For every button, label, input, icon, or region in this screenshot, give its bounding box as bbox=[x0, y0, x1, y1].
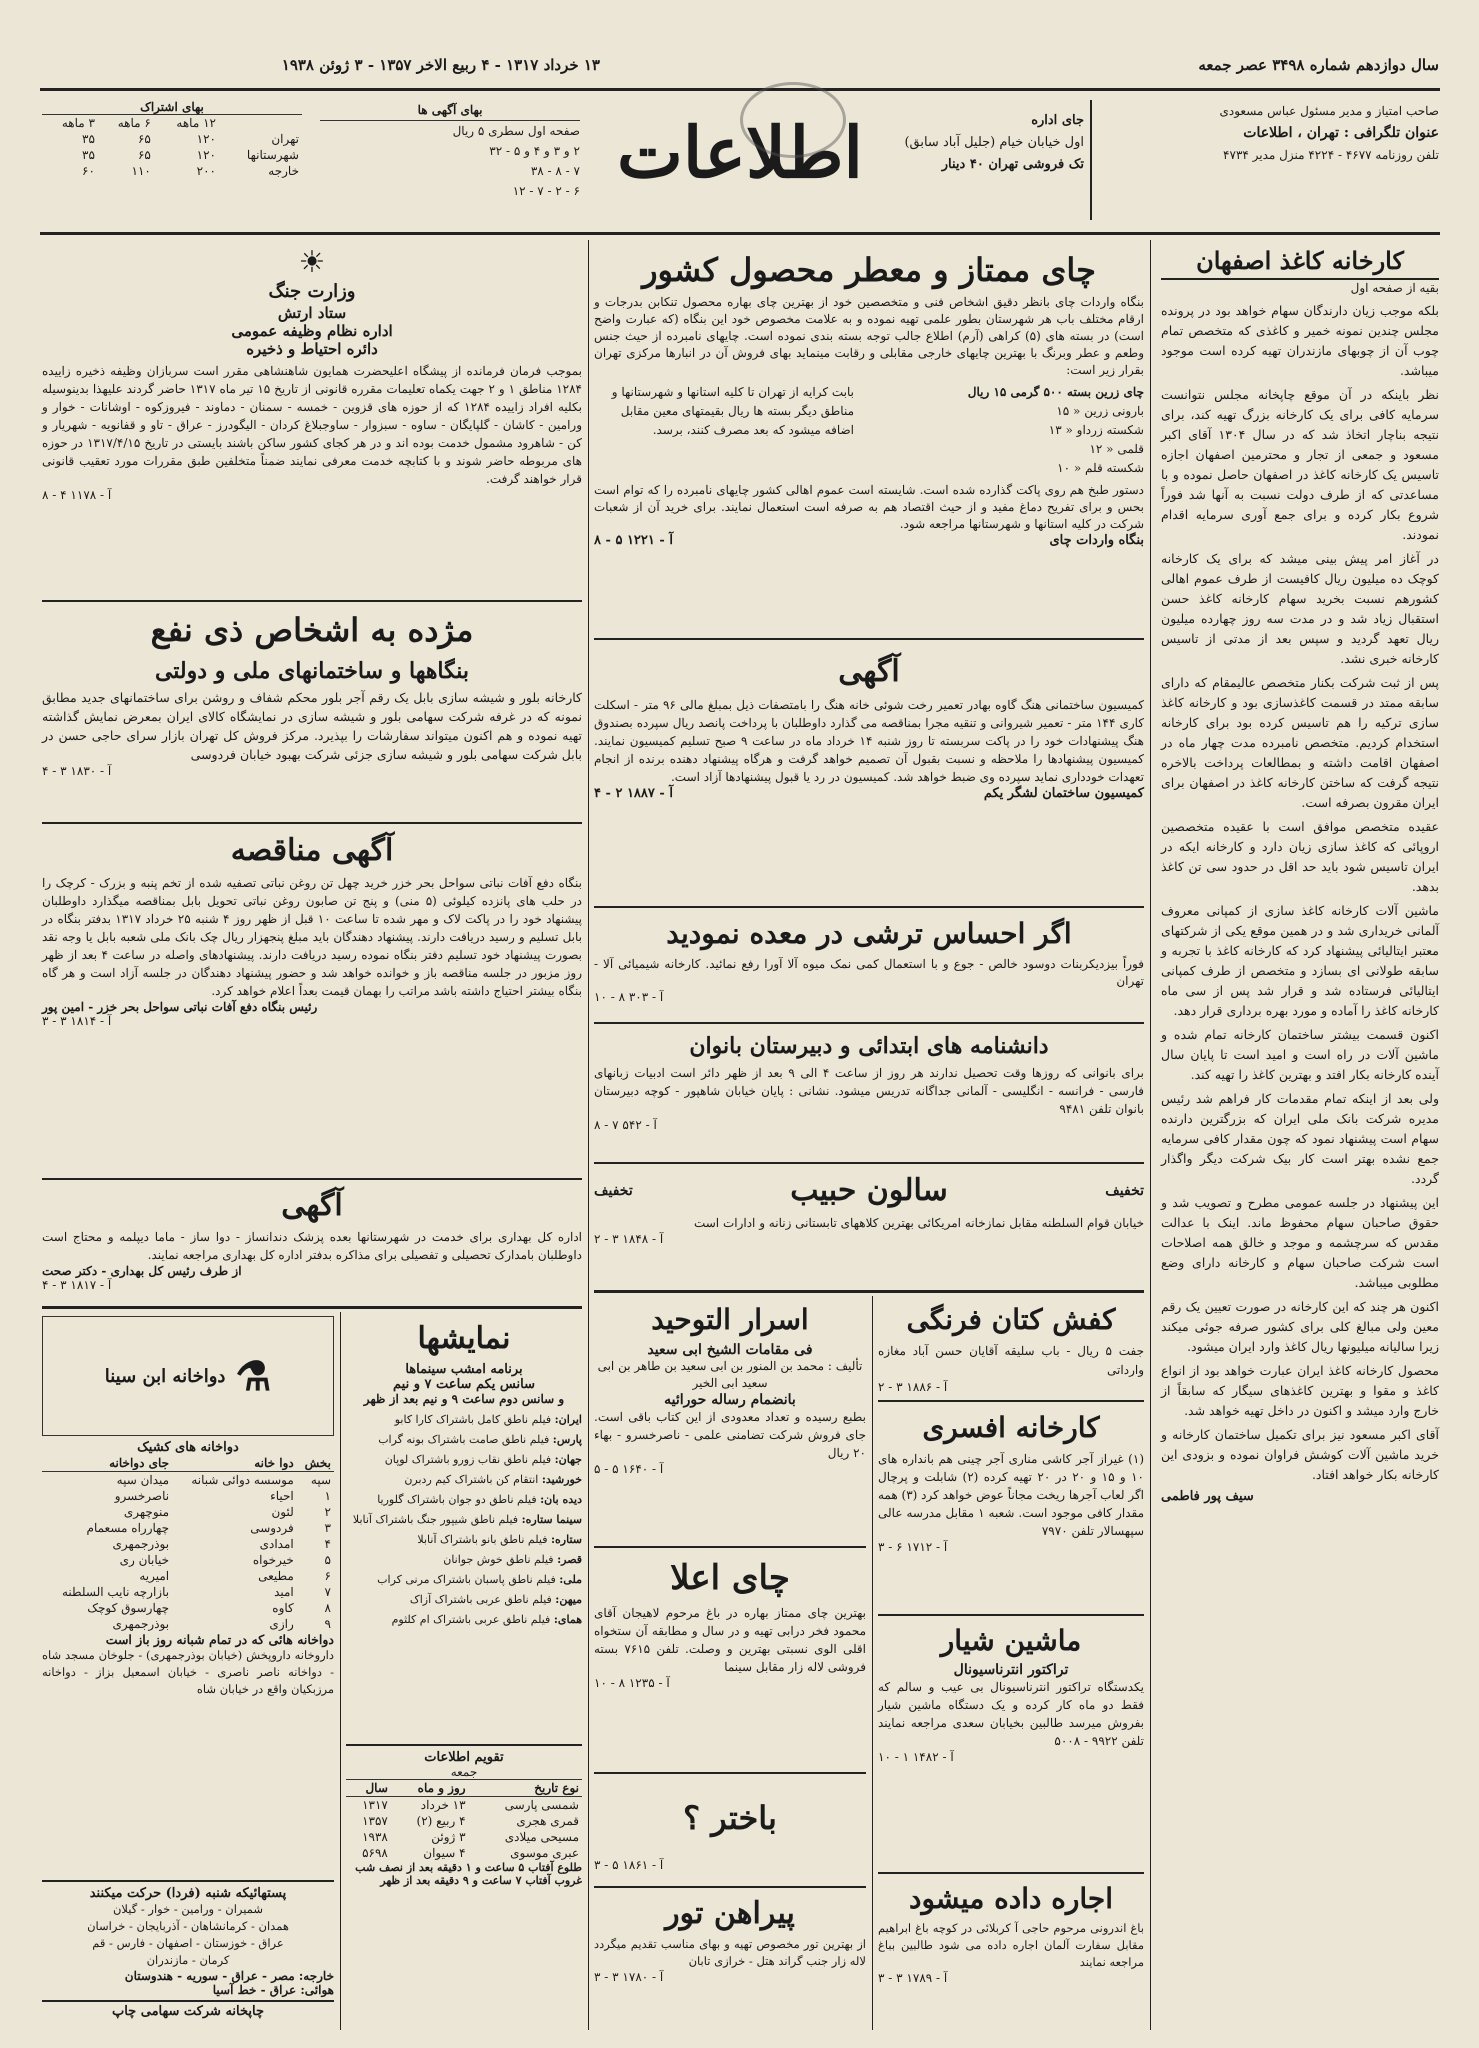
cinema-item bbox=[346, 1510, 582, 1530]
salon-ad-body: خیابان قوام السلطنه مقابل نمازخانه امریکائی بهترین کلاههای تابستانی زنانه و ادارات است bbox=[693, 1216, 1144, 1230]
paragraph: اکنون قسمت بیشتر ساختمان کارخانه تمام شده و ماشین آلات در راه است و امید است تا پایان سال آینده کارخانه بکار افتد و بهترین کاغذ را تهیه کند. bbox=[1161, 1027, 1439, 1082]
health-ad-ref: آ - ۱۸۱۷ ۳ - ۴ bbox=[42, 1278, 112, 1292]
cinema-name: دیده بان: bbox=[540, 1493, 582, 1506]
postal-line: همدان - کرمانشاهان - آذربایجان - خراسان bbox=[87, 1919, 289, 1933]
calendar-cell: شمسی پارسی bbox=[504, 1798, 579, 1812]
salon-ad-title: سالون حبیب bbox=[790, 1173, 948, 1208]
rule bbox=[42, 1306, 582, 1309]
machine-ad-sub: تراکتور انترناسیونال bbox=[953, 1662, 1069, 1678]
book-ad-ref: آ - ۱۶۴۰ ۵ - ۵ bbox=[594, 1462, 664, 1476]
rule bbox=[42, 2000, 334, 2002]
shirt-ad-body: از بهترین تور مخصوص تهیه و بهای مناسب تقدیم میگردد لاله زار جنب گراند هتل - خرازی تابان bbox=[594, 1937, 866, 1968]
subs-cell: شهرستانها bbox=[246, 148, 299, 162]
tea-price-row: قلمی « ۱۲ bbox=[1089, 442, 1144, 456]
pharmacy-cell: فردوسی bbox=[250, 1521, 294, 1535]
rule bbox=[42, 600, 582, 602]
school-ad-title: دانشنامه های ابتدائی و دبیرستان بانوان bbox=[689, 1033, 1049, 1059]
pharmacy-cell: امدادی bbox=[259, 1537, 294, 1551]
pharmacy-cell: ۲ bbox=[324, 1505, 331, 1519]
tea-price-notes: بابت کرایه از تهران تا کلیه استانها و شهرستانها و مناطق دیگر بسته ها ریال بقیمتهای معین مقابل اضافه میشود که بعد مصرف کنند، برسد. bbox=[611, 385, 854, 437]
acidity-ad bbox=[594, 912, 1144, 1004]
machine-ad bbox=[878, 1620, 1144, 1764]
lion-sun-emblem-icon: ☀ bbox=[298, 245, 326, 280]
paragraph: در آغاز امر پیش بینی میشد که برای یک کارخانه کوچک ده میلیون ریال کافیست از طرف عموم اهالی کشورهم نسبت بخرید سهام کارخانه کاغذ حسن استقبال زیاد شد و در مدت سه روز چهارده میلیون ریال تعهد گردید و سپس بعد از مدتی از تاسیس کارخانه خبری نشد. bbox=[1161, 551, 1439, 666]
cinema-item bbox=[346, 1470, 582, 1490]
masthead-divider bbox=[1090, 100, 1092, 220]
masthead-rule-top bbox=[40, 88, 1440, 91]
cinema-name: ملی: bbox=[559, 1573, 582, 1586]
notice-sub2: اداره نظام وظیفه عمومی bbox=[231, 322, 393, 340]
pharmacy-cell: کاوه bbox=[272, 1601, 294, 1615]
subscription-title: بهای اشتراک bbox=[42, 100, 302, 115]
paragraph: بلکه موجب زیان دارندگان سهام خواهد بود در پرونده مجلس چندین نمونه خمیر و کاغذی که متخصص تمام چوب آن از چوبهای مازندران تهیه کرده است موجود میباشد. bbox=[1161, 303, 1439, 378]
subs-cell: ۶۰ bbox=[82, 164, 95, 178]
shirt-ad-title: پیراهن تور bbox=[665, 1896, 795, 1931]
school-ad-ref: آ - ۵۴۲ ۷ - ۸ bbox=[594, 1118, 657, 1132]
pharmacy-cell: چهارسوق کوچک bbox=[87, 1601, 170, 1615]
subs-header: ۶ ماهه bbox=[117, 116, 151, 130]
notice-body: بموجب فرمان فرمانده از پیشگاه اعلیحضرت همایون شاهنشاهی مقرر است سربازان وظیفه ذخیره زاییده ۱۲۸۴ مناطق ۱ و ۲ جهت یکماه تعلیمات مقرره قانونی از تاریخ ۱۵ تیر ماه ۱۳۱۷ حاضر گردند علیهذا بدینوسیله بکلیه افراد زاییده ۱۲۸۴ که از حوزه های قزوین - خمسه - سمنان - دماوند - فیروزکوه - اوشانات - خوار و ورامین - کاشان - گلپایگان - ساوه - سبزوار - ساوجبلاغ کردان - الیگودرز - عراق - تاو و قفانویه - شهریار و کن - شاهرود مشمول خدمت بوده اند و در هر کجای کشور ساکن باشند بایستی در تاریخ ۱۳۱۷/۴/۱۵ در حوزه های مربوطه حاضر شوند و با کتابچه خدمت معرفی نمایند ضمناً متخلفین طبق مقررات مورد تعقیب قانونی قرار خواهند گرفت. bbox=[42, 364, 583, 486]
subs-header: ۳ ماهه bbox=[61, 116, 95, 130]
salon-ad-head bbox=[594, 1168, 1144, 1214]
calendar-cell: عبری موسوی bbox=[510, 1846, 579, 1860]
rule bbox=[594, 1290, 1144, 1293]
book-ad-author: تألیف : محمد بن المنور بن ابی سعید بن طاهر بن ابی سعید ابی الخیر bbox=[597, 1359, 863, 1390]
rule bbox=[594, 638, 1144, 640]
shirt-ad-ref: آ - ۱۷۸۰ ۳ - ۳ bbox=[594, 1970, 664, 1984]
phone-line: تلفن روزنامه ۴۶۷۷ - ۴۲۲۴ منزل مدیر ۴۷۳۴ bbox=[1223, 148, 1439, 162]
cinema-name: پارس: bbox=[552, 1433, 582, 1446]
calendar-cell: ۱۳۵۷ bbox=[362, 1814, 388, 1828]
pharmacist-icon: ⚗ bbox=[235, 1352, 272, 1400]
paragraph: این پیشنهاد در جلسه عمومی مطرح و تصویب شد و حقوق صاحبان سهام محفوظ ماند. اینک با عدالت مقدس که سرچشمه و موجد و خالق همه اصلاحات است شرکت صاحبان سهام و کارخانه دارای وضع مطلوبی میباشد. bbox=[1161, 1195, 1439, 1290]
construction-ad-sign: کمیسیون ساختمان لشگر یکم bbox=[983, 786, 1144, 801]
ad-rate-row: ۷ - ۸ - ۳۸ bbox=[530, 164, 580, 178]
notice-sub1: ستاد ارتش bbox=[277, 304, 347, 322]
ad-rates-box bbox=[320, 100, 580, 201]
pharmacy-cell: ۷ bbox=[324, 1585, 331, 1599]
pharmacy-cell: بوذرجمهری bbox=[112, 1617, 170, 1631]
subs-cell: ۳۵ bbox=[82, 148, 95, 162]
pharmacy-title: دواخانه های کشیک bbox=[137, 1440, 239, 1455]
cinema-film: فیلم ناطق شیپور جنگ باشتراک آنابلا bbox=[352, 1513, 519, 1526]
salon-ad bbox=[594, 1168, 1144, 1246]
acidity-ad-title: اگر احساس ترشی در معده نمودید bbox=[666, 917, 1072, 950]
article-title: کارخانه کاغذ اصفهان bbox=[1161, 244, 1439, 280]
calendar-cell: ۱۹۳۸ bbox=[362, 1830, 388, 1844]
article-subtitle: بقیه از صفحه اول bbox=[1350, 281, 1439, 295]
cinema-item bbox=[346, 1610, 582, 1630]
tender-ad bbox=[42, 828, 582, 1028]
cinema-title: نمایشها bbox=[417, 1321, 511, 1356]
calendar-title: تقویم اطلاعات bbox=[424, 1750, 504, 1765]
rule bbox=[878, 1400, 1144, 1402]
paragraph: پس از ثبت شرکت بکنار متخصص عالیمقام که دارای سابقه ممتد در قسمت کاغذسازی بود و کارخانه کاغذ سازی ترکیه را هم تاسیس کرده بود برای کارخانه استخدام کردیم. متخصص نامبرده مدت چهار ماه در اصفهان اقامت داشته و بمطالعات پرداخت بالاخره نتیجه گرفت که ساختن کارخانه کاغذ در اصفهان برای ایران مقرون بصرفه است. bbox=[1161, 675, 1439, 810]
book-ad bbox=[594, 1298, 866, 1476]
cinema-film: فیلم ناطق عربی باشتراک ام کلثوم bbox=[391, 1613, 551, 1626]
subs-cell: ۳۵ bbox=[82, 132, 95, 146]
machine-ad-body: یکدستگاه تراکتور انترناسیونال بی عیب و سالم که فقط دو ماه کار کرده و یک دستگاه ماشین شیار بفروش میرسد طالبین بخیابان سعدی مراجعه نمایند تلفن ۹۹۲۲ - ۵۰۰۸ bbox=[878, 1680, 1144, 1748]
masthead-rule-bottom bbox=[40, 232, 1440, 235]
war-ministry-notice bbox=[42, 246, 582, 502]
calendar-cell: مسیحی میلادی bbox=[504, 1830, 579, 1844]
cinema-name: ایران: bbox=[554, 1413, 582, 1426]
rule bbox=[594, 1162, 1144, 1164]
article-body bbox=[1161, 301, 1439, 1485]
tea-price: ۱۵ bbox=[1056, 404, 1070, 418]
pharmacy-cell: خیرخواه bbox=[252, 1553, 294, 1567]
bakhtar-ad-title: باختر ؟ bbox=[683, 1799, 777, 1837]
cinema-name: سینما ستاره: bbox=[521, 1513, 582, 1526]
health-ad-title: آگهی bbox=[281, 1188, 343, 1223]
tea-price-list bbox=[854, 383, 1144, 478]
price-line: تک فروشی تهران ۴۰ دینار bbox=[941, 157, 1084, 172]
glass-ad-title: مژده به اشخاص ذی نفع bbox=[150, 611, 474, 649]
tender-ad-sign: رئیس بنگاه دفع آفات نباتی سواحل بحر خزر - امین پور bbox=[42, 1000, 318, 1014]
calendar-day: جمعه bbox=[450, 1765, 478, 1779]
cinema-item bbox=[346, 1530, 582, 1550]
rent-ad bbox=[878, 1878, 1144, 1985]
masthead-info bbox=[1094, 100, 1439, 166]
pharmacy-cell: خیابان ری bbox=[119, 1553, 170, 1567]
rule bbox=[594, 1022, 1144, 1024]
calendar-cell: ۱۳ خرداد bbox=[420, 1798, 466, 1812]
pharmacy-logo: دواخانه ابن سینا bbox=[104, 1365, 226, 1387]
rule bbox=[878, 1872, 1144, 1874]
subs-cell: تهران bbox=[271, 132, 299, 146]
officer-ad-body: (۱) غیراز آجر کاشی مناری آجر چینی هم بانداره های ۱۰ و ۱۵ و ۲۰ در ۲۰ تهیه کرده (۲) شابلت و پرچال اگر لعاب آجرها ریخت مجاناً عوض خواهد کرد (۳) همه مقدار کافی موجود است. شعبه ۱ مقابل مدرسه عالی سپهسالار تلفن ۷۹۷۰ bbox=[878, 1452, 1145, 1538]
pharmacy-cell: منوچهری bbox=[123, 1505, 170, 1519]
calendar-cell: ۵۶۹۸ bbox=[362, 1846, 388, 1860]
rent-ad-body: باغ اندرونی مرحوم حاجی آ کربلائی در کوچه باغ ابراهیم مقابل سفارت آلمان اجاره داده می شود طالبین بباغ مراجعه نمایند bbox=[878, 1921, 1144, 1969]
shoes-ad-ref: آ - ۱۸۸۶ ۳ - ۲ bbox=[878, 1380, 948, 1394]
cinema-film: فیلم ناطق نقاب زورو باشتراک لوپان bbox=[384, 1453, 552, 1466]
tea2-ad-ref: آ - ۱۲۳۵ ۸ - ۱۰ bbox=[594, 1676, 670, 1690]
officer-ad-ref: آ - ۱۷۱۲ ۶ - ۳ bbox=[878, 1540, 948, 1554]
cinema-name: ستاره: bbox=[550, 1533, 582, 1546]
notice-title: وزارت جنگ bbox=[268, 281, 356, 302]
construction-ad-ref: آ - ۱۸۸۷ ۲ - ۴ bbox=[594, 786, 673, 801]
officer-ad bbox=[878, 1406, 1144, 1554]
column-divider-left bbox=[340, 1312, 341, 2030]
office-block bbox=[884, 110, 1084, 176]
tea-price-row: شکسته زرداو « ۱۳ bbox=[1048, 423, 1144, 437]
machine-ad-ref: آ - ۱۴۸۲ ۱ - ۱۰ bbox=[878, 1750, 954, 1764]
rule bbox=[878, 1614, 1144, 1616]
paragraph: عقیده متخصص موافق است با عقیده متخصصین اروپائی که کاغذ سازی زیان دارد و کارخانه ایکه در ایران تاسیس شود باید حد اقل در حدود سی تن کاغذ بدهد. bbox=[1161, 819, 1439, 894]
tea-ad bbox=[594, 246, 1144, 548]
postal-line: کرمان - مازندران bbox=[146, 1953, 230, 1967]
glass-ad-body: کارخانه بلور و شیشه سازی بابل یک رقم آجر بلور محکم شفاف و روشن برای ساختمانهای جدید مطابق نمونه که در غرفه شرکت سهامی بلور و شیشه سازی در نمایشگاه کالای ایران بمعرض نمایش گذاشته تهیه نموده و هم اکنون میتواند سفارشات را بپذیرد. مرکز فروش کل تهران بازار سرای حاجی حسن در بابل شرکت سهامی بلور و شیشه سازی جزئی شرکت بهبود خیابان فردوسی bbox=[42, 690, 582, 762]
postal-box bbox=[42, 1886, 334, 1997]
paragraph: محصول کارخانه کاغذ ایران عبارت خواهد بود از انواع کاغذ و مقوا و بهترین کاغذهای سیگار که سابقاً از خارج وارد میشد و اکنون در داخل تهیه خواهد شد. bbox=[1161, 1363, 1439, 1418]
ad-rate-row: ۲ و ۳ و ۴ و ۵ - ۳۲ bbox=[489, 144, 580, 158]
bakhtar-ad bbox=[594, 1778, 866, 1872]
calendar-cell: قمری هجری bbox=[516, 1814, 579, 1828]
cinema-name: همای: bbox=[553, 1613, 582, 1626]
office-address: اول خیابان خیام (جلیل آباد سابق) bbox=[904, 135, 1084, 150]
pharmacy-cell: بوذرجمهری bbox=[112, 1537, 170, 1551]
cinema-program: برنامه امشب سینماها bbox=[405, 1362, 523, 1377]
paragraph: ولی بعد از اینکه تمام مقدمات کار فراهم شد رئیس مدیره شرکت بانک ملی ایران که بزرگترین دارنده سهام است پیشنهاد نمود که چون مقدار کافی سرمایه جمع نشده بهتر است کار بیک شرکت دیگر واگذار گردد. bbox=[1161, 1091, 1439, 1186]
glass-ad bbox=[42, 606, 582, 778]
shoes-ad-body: جفت ۵ ریال - باب سلیقه آقایان حسن آباد مغازه وارداتی bbox=[878, 1344, 1144, 1377]
cinema-item bbox=[346, 1570, 582, 1590]
article-signature: سیف پور فاطمی bbox=[1161, 1489, 1254, 1504]
cinema-name: قصر: bbox=[557, 1553, 582, 1566]
cinema-session2: و سانس دوم ساعت ۹ و نیم بعد از ظهر bbox=[363, 1392, 565, 1406]
pharmacy-cell: احیاء bbox=[270, 1489, 294, 1503]
officer-ad-title: کارخانه افسری bbox=[922, 1411, 1100, 1444]
pharmacy-cell: چهارراه مسعمام bbox=[86, 1521, 170, 1535]
tender-ad-body: بنگاه دفع آفات نباتی سواحل بحر خزر خرید چهل تن روغن نباتی تصفیه شده از تخم پنبه و بزرک - کرچک را در حلب های پانزده کیلوئی (۵ منی) و پنج تن صابون روغن نباتی تحویل بابل بمناقصه میگذارد داوطلبان پیشنهاد خود را در پاکت لاک و مهر شده تا ساعت ۱۰ قبل از ظهر روز ۴ شنبه ۲۵ خرداد ۱۳۱۷ بدفتر بنگاه در بابل تسلیم و رسید دریافت دارند. پیشنهاد دهندگان باید مبلغ پنجهزار ریال چک بانک ملی شعبه بابل یا وجه نقد بصورت پیشنهاد خود تسلیم دفتر بنگاه نموده رسید دریافت دارند. پیشنهادهای واصله در ساعت ۴ بعد از ظهر روز مزبور در جلسه مناقصه باز و خوانده خواهد شد و حضور پیشنهاد دهندگان در جلسه آزاد است و هر گاه بنگاه بیشتر احتیاج داشته باشد مراتب را بهمان قیمت بعداً اعلام خواهد کرد. bbox=[42, 876, 583, 998]
postal-line: عراق - خوزستان - اصفهان - فارس - قم bbox=[92, 1936, 284, 1950]
book-ad-extra: بانضمام رساله حورائیه bbox=[664, 1392, 796, 1408]
pharmacy-table bbox=[42, 1455, 334, 1632]
tea-price-block bbox=[594, 383, 1144, 478]
cinema-film: فیلم ناطق صامت باشتراک بونه گراب bbox=[378, 1433, 550, 1446]
cinema-name: میهن: bbox=[555, 1593, 582, 1606]
subs-cell: خارجه bbox=[268, 164, 299, 178]
subscription-box bbox=[42, 100, 302, 179]
pharmacy-illustration bbox=[42, 1316, 334, 1436]
pharmacy-cell: ۱ bbox=[324, 1489, 331, 1503]
subs-cell: ۱۲۰ bbox=[196, 148, 216, 162]
tea-name: بارونی زرین bbox=[1084, 404, 1144, 418]
tea-name: شکسته زرداو bbox=[1076, 423, 1144, 437]
ad-rate-row: صفحه اول سطری ۵ ریال bbox=[452, 124, 580, 138]
pharmacy-cell: میدان سپه bbox=[116, 1473, 170, 1487]
paragraph: ماشین آلات کارخانه کاغذ سازی از کمپانی معروف آلمانی خریداری شد و در همین موقع یکی از شرکتهای معتبر ایتالیائی پیشنهاد کرد که کارخانه کاغذ با تجربه و سابقه طولانی ای بسازد و متخصص از طرف کمپانی ایتالیائی فرستاده شد و قرار شد پس از سی ماه کارخانه کاغذ را آماده و مورد بهره برداری قرار دهد. bbox=[1161, 903, 1439, 1018]
pharmacy-cell: ۳ bbox=[324, 1521, 331, 1535]
rule bbox=[42, 1880, 334, 1882]
notice-ref: آ - ۱۱۷۸ ۴ - ۸ bbox=[42, 488, 112, 502]
tea-name: قلمی bbox=[1117, 442, 1144, 456]
calendar-header: نوع تاریخ bbox=[534, 1781, 579, 1795]
cinema-film: فیلم ناطق عربی باشتراک آزاک bbox=[409, 1593, 552, 1606]
paragraph: آقای اکبر مسعود نیز برای تکمیل ساختمان کارخانه و خرید ماشین آلات کوشش فراوان نموده و بزودی این کارخانه بکار خواهد افتاد. bbox=[1161, 1427, 1439, 1482]
sunrise: طلوع آفتاب ۵ ساعت و ۱ دقیقه بعد از نصف شب bbox=[355, 1861, 582, 1874]
machine-ad-title: ماشین شیار bbox=[940, 1624, 1082, 1657]
construction-ad-sign-row bbox=[594, 786, 1144, 801]
shoes-ad-title: کفش کتان فرنگی bbox=[906, 1303, 1116, 1336]
postal-foreign: خارجه: مصر - عراق - سوریه - هندوستان bbox=[124, 1969, 334, 1983]
subs-header: ۱۲ ماهه bbox=[176, 116, 216, 130]
pharmacy-cell: امید bbox=[274, 1585, 294, 1599]
tea-ad-sign: بنگاه واردات چای bbox=[1049, 533, 1144, 548]
rule bbox=[594, 1546, 866, 1548]
cinema-film: فیلم ناطق بانو باشتراک آنابلا bbox=[417, 1533, 548, 1546]
book-ad-body: بطبع رسیده و تعداد معدودی از این کتاب باقی است. جای فروش شرکت تضامنی علمی - ناصرخسرو - بهاء ۲۰ ریال bbox=[594, 1410, 866, 1460]
ad-rate-row: ۶ - ۲ - ۷ - ۱۲ bbox=[512, 184, 580, 198]
subs-cell: ۱۱۰ bbox=[131, 164, 151, 178]
pharmacy-cell: امیریه bbox=[139, 1569, 170, 1583]
pharmacy-box bbox=[42, 1316, 334, 1698]
calendar-cell: ۴ سیوان bbox=[423, 1846, 466, 1860]
cinema-session1: سانس یکم ساعت ۷ و نیم bbox=[393, 1377, 535, 1392]
cinema-name: جهان: bbox=[554, 1453, 582, 1466]
rent-ad-title: اجاره داده میشود bbox=[908, 1882, 1114, 1915]
pharmacy-header: جای دواخانه bbox=[109, 1456, 170, 1470]
telegraph-line: عنوان تلگرافی : تهران ، اطلاعات bbox=[1243, 125, 1439, 141]
postal-title: پستهائیکه شنبه (فردا) حرکت میکنند bbox=[89, 1886, 287, 1901]
tea-price: ۱۲ bbox=[1089, 442, 1103, 456]
calendar-header: سال bbox=[365, 1781, 388, 1795]
salon-discount-right: تخفیف bbox=[1105, 1183, 1144, 1199]
book-ad-sub: فی مقامات الشیخ ابی سعید bbox=[647, 1342, 813, 1358]
issue-line: سال دوازدهم شماره ۳۴۹۸ عصر جمعه bbox=[1198, 56, 1439, 74]
notice-sub3: دائره احتیاط و ذخیره bbox=[246, 340, 378, 358]
shirt-ad bbox=[594, 1892, 866, 1984]
pharmacy-cell: ۵ bbox=[324, 1553, 331, 1567]
postal-line: شمیران - ورامین - خوار - گیلان bbox=[112, 1902, 264, 1916]
tea-name: شکسته قلم bbox=[1085, 461, 1144, 475]
rule bbox=[346, 1744, 582, 1746]
tender-ad-ref: آ - ۱۸۱۴ ۳ - ۳ bbox=[42, 1014, 112, 1028]
tea-price: ۱۳ bbox=[1048, 423, 1062, 437]
acidity-ad-ref: آ - ۳۰۳ ۸ - ۱۰ bbox=[594, 990, 664, 1004]
glass-ad-subtitle: بنگاهها و ساختمانهای ملی و دولتی bbox=[154, 658, 470, 684]
cinema-film: انتقام کن باشتراک کیم ردبرن bbox=[404, 1473, 539, 1486]
pharmacy-header: دوا خانه bbox=[254, 1456, 294, 1470]
pharmacy-cell: لئون bbox=[271, 1505, 294, 1519]
postal-air: هوائی: عراق - خط آسیا bbox=[212, 1983, 334, 1997]
pharmacy-cell: ۴ bbox=[324, 1537, 331, 1551]
acidity-ad-body: فوراً بیزدیکربنات دوسود خالص - جوع و با استعمال کمی نمک میوه آلا آورا رفع نمائید. کارخانه شیمیائی آلا - تهران bbox=[594, 957, 1144, 988]
calendar-cell: ۱۳۱۷ bbox=[362, 1798, 388, 1812]
tea-ad-footer: دستور طبخ هم روی پاکت گذارده شده است. شایسته است عموم اهالی کشور چایهای نامبرده را که توام است بحس و برای تفریح دماغ مفید و از حیث اقتصاد هم به صرفه است استعمال نمایند. برای خرید آن از شعبات شرکت در کلیه استانها و شهرستانها مراجعه شود. bbox=[594, 483, 1144, 531]
pharmacy-list: داروخانه داروپخش (خیابان بوذرجمهری) - جلوخان مسجد شاه - دواخانه ناصر ناصری - خیابان اسمعیل بزاز - دواخانه مرزبکیان واقع در خیابان شاه bbox=[42, 1648, 334, 1696]
health-ad bbox=[42, 1184, 582, 1292]
tea2-ad-body: بهترین چای ممتاز بهاره در باغ مرحوم لاهیجان آقای محمود فخر درابی تهیه و در سال و مطابقه آن ستخواه اقلی الوی نسبتی بهترین و وصلت. تلفن ۷۶۱۵ بسته فروشی لاله زار مقابل سینما bbox=[594, 1606, 866, 1674]
pharmacy-cell: رازی bbox=[269, 1617, 294, 1631]
pharmacy-header: بخش bbox=[304, 1456, 331, 1470]
shoes-ad bbox=[878, 1298, 1144, 1394]
book-ad-title: اسرار التوحید bbox=[651, 1303, 809, 1336]
cinema-film: فیلم ناطق پاسبان باشتراک مرنی کراب bbox=[377, 1573, 556, 1586]
glass-ad-ref: آ - ۱۸۳۰ ۳ - ۴ bbox=[42, 764, 112, 778]
rule bbox=[594, 1886, 866, 1888]
column-divider-2 bbox=[588, 240, 589, 2030]
newspaper-logo: اطلاعات bbox=[617, 111, 863, 194]
calendar-header: روز و ماه bbox=[417, 1781, 466, 1795]
tea2-ad-title: چای اعلا bbox=[670, 1558, 790, 1598]
postmark-stamp bbox=[740, 82, 846, 158]
cinema-item bbox=[346, 1410, 582, 1430]
subs-cell: ۲۰۰ bbox=[196, 164, 216, 178]
cinema-listings bbox=[346, 1316, 582, 1630]
pharmacy-cell: بازارچه نایب السلطنه bbox=[62, 1585, 170, 1599]
rule bbox=[594, 906, 1144, 908]
printer-credit: چاپخانه شرکت سهامی چاپ bbox=[111, 2004, 265, 2019]
cinema-list bbox=[346, 1410, 582, 1630]
construction-ad bbox=[594, 648, 1144, 801]
pharmacy-cell: ۶ bbox=[324, 1569, 331, 1583]
rule bbox=[42, 1178, 582, 1180]
ad-rates-title: بهای آگهی ها bbox=[320, 100, 580, 121]
paper-factory-article bbox=[1161, 244, 1439, 1504]
bakhtar-ad-ref: آ - ۱۸۶۱ ۵ - ۳ bbox=[594, 1858, 664, 1872]
calendar-cell: ۳ ژوئن bbox=[431, 1830, 466, 1844]
cinema-film: فیلم ناطق خوش جوانان bbox=[443, 1553, 554, 1566]
school-ad bbox=[594, 1028, 1144, 1132]
pharmacy-cell: سپه bbox=[310, 1473, 331, 1487]
cinema-item bbox=[346, 1430, 582, 1450]
construction-ad-body: کمیسیون ساختمانی هنگ گاوه بهادر تعمیر رخت شوئی خانه هنگ را بامتصفات ذیل بمبلغ مالی ۹۶ متر - اسکلت کاری ۱۴۴ متر - تعمیر شیروانی و تنقیه مجرا بمناقصه می گذارد داوطلبان با پرداخت پانصد ریال سپرده بصندوق هنگ پیشنهادات خود را در پاکت سربسته تا روز شنبه ۱۴ خرداد ماه در ساعت ۹ صبح تسلیم کمیسیون نمایند. کمیسیون پیشنهادها را ملاحظه و نسبت بقبول آن تصمیم خواهد گرفت و هرگاه پیشنهاد دهنده برنده از انجام تعهدات خودداری نماید سپرده وی ضبط خواهد شد. کمیسیون در رد یا قبول پیشنهادها آزاد است. bbox=[594, 698, 1144, 784]
tea-ad-sign-row bbox=[594, 533, 1144, 548]
subs-cell: ۶۵ bbox=[137, 132, 151, 146]
rent-ad-ref: آ - ۱۷۸۹ ۳ - ۳ bbox=[878, 1971, 948, 1985]
office-label: جای اداره bbox=[1031, 113, 1084, 128]
cinema-item bbox=[346, 1550, 582, 1570]
cinema-name: خورشید: bbox=[541, 1473, 582, 1486]
calendar-box bbox=[346, 1750, 582, 1887]
subs-cell: ۶۵ bbox=[137, 148, 151, 162]
subs-cell: ۱۲۰ bbox=[196, 132, 216, 146]
tea-ad-title: چای ممتاز و معطر محصول کشور bbox=[642, 251, 1096, 289]
tea-ad-ref: آ - ۱۲۲۱ ۵ - ۸ bbox=[594, 533, 673, 548]
paragraph: اکنون هر چند که این کارخانه در صورت تعیین یک رقم معین ولی مبالغ کلی برای کشور صرفه جوئی میکند زیرا سالیانه میلیونها ریال کاغذ وارد ایران میشود. bbox=[1161, 1299, 1439, 1354]
tea-price: ۱۰ bbox=[1057, 461, 1071, 475]
construction-ad-title: آگهی bbox=[838, 654, 900, 689]
cinema-item bbox=[346, 1590, 582, 1610]
cinema-film: فیلم ناطق دو جوان باشتراک گلوریا bbox=[377, 1493, 537, 1506]
sunset: غروب آفتاب ۷ ساعت و ۹ دقیقه بعد از ظهر bbox=[380, 1874, 582, 1887]
rule bbox=[594, 1772, 866, 1774]
tender-ad-title: آگهی مناقصه bbox=[230, 833, 394, 868]
subscription-table bbox=[42, 115, 302, 179]
date-line: ۱۳ خرداد ۱۳۱۷ - ۴ ربیع الاخر ۱۳۵۷ - ۳ ژوئن ۱۹۳۸ bbox=[281, 56, 600, 74]
cinema-film: فیلم ناطق کامل باشتراک کارا کابو bbox=[394, 1413, 552, 1426]
salon-discount-left: تخفیف bbox=[594, 1183, 633, 1199]
health-ad-body: اداره کل بهداری برای خدمت در شهرستانها بعده پزشک دندانساز - دوا ساز - ماما دیپلمه و محتاج است داوطلبان بامدارک تحصیلی و تفصیلی برای مذاکره بدفتر اداره کل بهداری مراجعه نمایند. bbox=[42, 1230, 582, 1262]
postal-lines bbox=[42, 1901, 334, 1969]
tea2-ad bbox=[594, 1552, 866, 1690]
cinema-item bbox=[346, 1450, 582, 1470]
pharmacy-note: دواخانه هائی که در تمام شبانه روز باز است bbox=[105, 1632, 334, 1647]
tea-price-row: بارونی زرین « ۱۵ bbox=[1056, 404, 1144, 418]
paragraph: نظر باینکه در آن موقع چاپخانه مجلس نتوانست سرمایه کافی برای یک کارخانه بزرگ تهیه کند، برای نتیجه بناچار اتخاذ شد که در سال ۱۳۰۴ آقای اکبر مسعود و جمعی از تجار و محترمین اصفهان اجازه تاسیس یک کارخانه کاغذ در اصفهان حاصل نموده و با مساعدتی که از طرف دولت نسبت به آنها شد فوراً شروع بکار کرده و برای جمع آوری سرمایه اقدام نمودند. bbox=[1161, 387, 1439, 542]
pharmacy-cell: ناصرخسرو bbox=[114, 1489, 170, 1503]
column-divider-1 bbox=[1150, 240, 1151, 2030]
health-ad-sign: از طرف رئیس کل بهداری - دکتر صحت bbox=[42, 1264, 242, 1278]
owner-line: صاحب امتیاز و مدیر مسئول عباس مسعودی bbox=[1219, 104, 1439, 118]
pharmacy-cell: مطیعی bbox=[258, 1569, 294, 1583]
tea-price-header: چای زرین بسته ۵۰۰ گرمی ۱۵ ریال bbox=[967, 385, 1144, 399]
calendar-table bbox=[346, 1779, 582, 1861]
tea-ad-intro: بنگاه واردات چای بانظر دقیق اشخاص فنی و متخصصین خود از بهترین چای بهاره محصول تنکابن بدرجات و ارقام مختلف باب هر شهرستان بطور علمی تهیه نموده و به علامت مخصوص خود این بنگاه (که عبارت واضح است) در بسته های (۵) کراهی (آرم) اطلاع جالب توجه بسته بندی نموده است. چایهای نامبرده از حیث جنس وطعم و عطر وبرنگ با بهترین چایهای خارجی مقابلی و رقابت مینماید بهای فروش آن در انبارها مرکزی تهران بقرار زیر است: bbox=[594, 295, 1144, 377]
calendar-cell: ۴ ربیع (۲) bbox=[416, 1814, 466, 1828]
pharmacy-cell: ۹ bbox=[324, 1617, 331, 1631]
rule bbox=[42, 822, 582, 824]
cinema-item bbox=[346, 1490, 582, 1510]
tea-price-row: شکسته قلم « ۱۰ bbox=[1057, 461, 1144, 475]
school-ad-body: برای بانوانی که روزها وقت تحصیل ندارند هر روز از ساعت ۴ الی ۹ بعد از ظهر دائر است ادبیات زبانهای فارسی - فرانسه - انگلیسی - آلمانی جداگانه تدریس میشود. نشانی : پایان خیابان شاهپور - کوچه دبیرستان بانوان تلفن ۹۴۸۱ bbox=[594, 1066, 1145, 1116]
pharmacy-cell: موسسه دوائی شبانه bbox=[191, 1473, 294, 1487]
column-divider-mid bbox=[872, 1296, 873, 2030]
pharmacy-cell: ۸ bbox=[324, 1601, 331, 1615]
salon-ad-ref: آ - ۱۸۴۸ ۳ - ۲ bbox=[594, 1232, 664, 1246]
